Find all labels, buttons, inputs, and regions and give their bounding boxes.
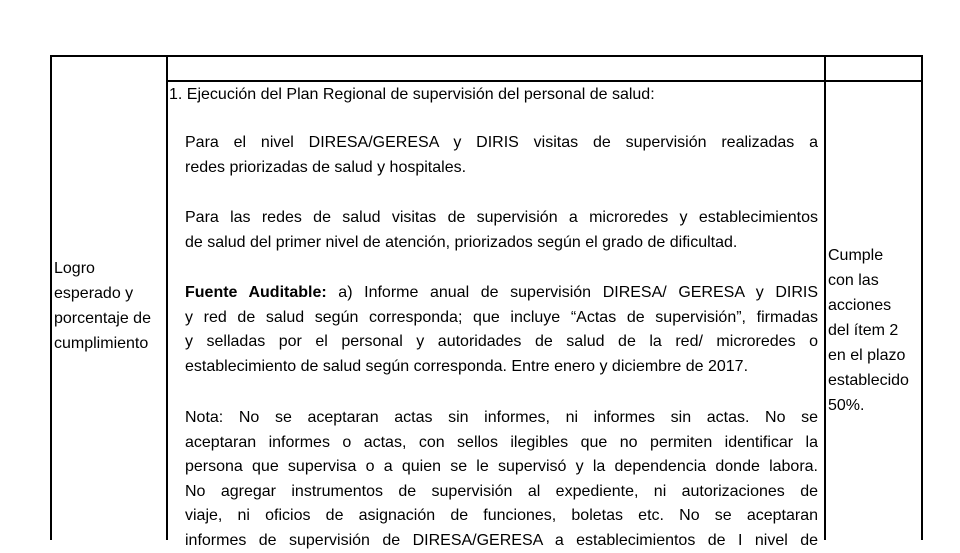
fuente-auditable-text: a) Informe anual de supervisión DIRESA/ GERESA y DIRIS (327, 284, 818, 301)
left-cell-line: porcentaje de (54, 306, 151, 331)
paragraph-nota (185, 406, 818, 553)
table-left-border (50, 55, 52, 540)
table-top-border (50, 55, 923, 57)
column-divider-right (824, 55, 826, 540)
paragraph-line: aceptaran informes o actas, con sellos ilegibles que no permiten identificar la (185, 431, 818, 456)
paragraph-line: persona que supervisa o a quien se le supervisó y la dependencia donde labora. (185, 455, 818, 480)
header-row-bottom-border (166, 80, 923, 82)
right-cell-line: 50%. (828, 393, 909, 418)
paragraph-fuente-auditable (185, 281, 818, 379)
paragraph-line: y red de salud según corresponda; que incluye “Actas de supervisión”, firmadas (185, 306, 818, 331)
paragraph-line (185, 281, 818, 306)
right-cell-status (828, 243, 909, 418)
paragraph-line: Nota: No se aceptaran actas sin informes, ni informes sin actas. No se (185, 406, 818, 431)
paragraph-line: informes de supervisión de DIRESA/GERESA a establecimientos de I nivel de (185, 529, 818, 553)
paragraph-line: Para el nivel DIRESA/GERESA y DIRIS visitas de supervisión realizadas a (185, 131, 818, 156)
section-heading: 1. Ejecución del Plan Regional de supervisión del personal de salud: (169, 83, 655, 108)
right-cell-line: con las (828, 268, 909, 293)
column-divider-left (166, 55, 168, 540)
left-cell-line: esperado y (54, 281, 151, 306)
paragraph-diresa (185, 131, 818, 180)
left-cell-line: cumplimiento (54, 331, 151, 356)
fuente-auditable-label: Fuente Auditable: (185, 284, 327, 301)
right-cell-line: en el plazo (828, 343, 909, 368)
paragraph-line: de salud del primer nivel de atención, priorizados según el grado de dificultad. (185, 231, 818, 256)
left-cell-line: Logro (54, 256, 151, 281)
paragraph-line: No agregar instrumentos de supervisión al expediente, ni autorizaciones de (185, 480, 818, 505)
paragraph-line: establecimiento de salud según corresponda. Entre enero y diciembre de 2017. (185, 355, 818, 380)
right-cell-line: del ítem 2 (828, 318, 909, 343)
table-right-border (921, 55, 923, 540)
left-cell-label (54, 256, 151, 356)
right-cell-line: acciones (828, 293, 909, 318)
paragraph-line: viaje, ni oficios de asignación de funciones, boletas etc. No se aceptaran (185, 504, 818, 529)
paragraph-line: y selladas por el personal y autoridades de salud de la red/ microredes o (185, 330, 818, 355)
paragraph-line: Para las redes de salud visitas de supervisión a microredes y establecimientos (185, 206, 818, 231)
right-cell-line: Cumple (828, 243, 909, 268)
right-cell-line: establecido (828, 368, 909, 393)
paragraph-line: redes priorizadas de salud y hospitales. (185, 156, 818, 181)
paragraph-redes (185, 206, 818, 255)
